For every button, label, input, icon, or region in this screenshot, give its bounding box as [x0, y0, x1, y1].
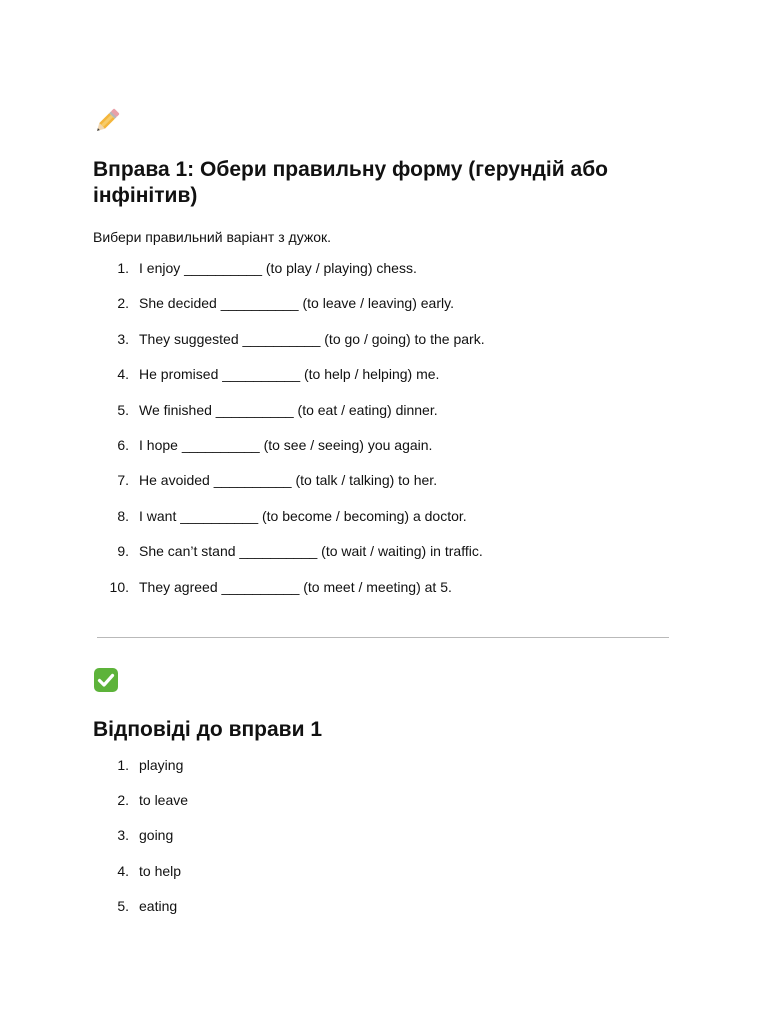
- exercise-list: [93, 260, 673, 596]
- item-text: They agreed __________ (to meet / meeting) at 5.: [139, 578, 452, 595]
- item-number: 3.: [117, 827, 129, 844]
- list-item: [93, 827, 673, 844]
- item-text: They suggested __________ (to go / going) to the park.: [139, 330, 485, 347]
- list-item: [93, 295, 673, 312]
- check-mark-button-icon: [93, 667, 673, 693]
- item-number: 3.: [117, 330, 129, 347]
- answers-list: [93, 757, 673, 915]
- list-item: [93, 863, 673, 880]
- item-number: 1.: [117, 757, 129, 773]
- item-text: I enjoy __________ (to play / playing) chess.: [139, 260, 417, 276]
- answers-title: Відповіді до вправи 1: [93, 718, 323, 741]
- list-item: [93, 757, 673, 774]
- item-text: eating: [139, 897, 178, 914]
- list-item: [93, 437, 673, 454]
- item-text: He promised __________ (to help / helping) me.: [139, 366, 440, 383]
- item-number: 7.: [117, 472, 129, 489]
- item-number: 8.: [117, 507, 129, 524]
- item-text: going: [139, 827, 174, 844]
- list-item: [93, 260, 673, 277]
- item-text: She can’t stand __________ (to wait / waiting) in traffic.: [139, 543, 483, 560]
- item-text: to leave: [139, 792, 189, 809]
- item-number: 4.: [117, 862, 129, 879]
- item-number: 10.: [109, 578, 129, 595]
- item-text: She decided __________ (to leave / leaving) early.: [139, 295, 454, 312]
- list-item: [93, 366, 673, 383]
- pencil-icon: [93, 108, 673, 134]
- list-item: [93, 472, 673, 489]
- item-number: 4.: [117, 366, 129, 383]
- list-item: [93, 543, 673, 560]
- answers-section: [93, 667, 673, 915]
- section-divider: [97, 637, 669, 638]
- list-item: [93, 898, 673, 915]
- list-item: [93, 792, 673, 809]
- item-text: to help: [139, 862, 182, 879]
- item-number: 9.: [117, 543, 129, 560]
- item-text: He avoided __________ (to talk / talking) to her.: [139, 472, 438, 489]
- item-number: 5.: [117, 897, 129, 914]
- exercise-title: Вправа 1: Обери правильну форму (герундій або інфінітив): [93, 158, 608, 207]
- item-text: I hope __________ (to see / seeing) you again.: [139, 436, 433, 453]
- item-text: We finished __________ (to eat / eating) dinner.: [139, 401, 438, 418]
- item-number: 6.: [117, 436, 129, 453]
- item-number: 1.: [117, 260, 129, 276]
- document-page: [93, 108, 673, 914]
- item-number: 2.: [117, 295, 129, 312]
- exercise-instruction: Вибери правильний варіант з дужок.: [93, 229, 332, 245]
- item-text: playing: [139, 757, 184, 773]
- item-number: 2.: [117, 792, 129, 809]
- item-number: 5.: [117, 401, 129, 418]
- list-item: [93, 402, 673, 419]
- list-item: [93, 508, 673, 525]
- item-text: I want __________ (to become / becoming) a doctor.: [139, 507, 467, 524]
- list-item: [93, 331, 673, 348]
- list-item: [93, 579, 673, 596]
